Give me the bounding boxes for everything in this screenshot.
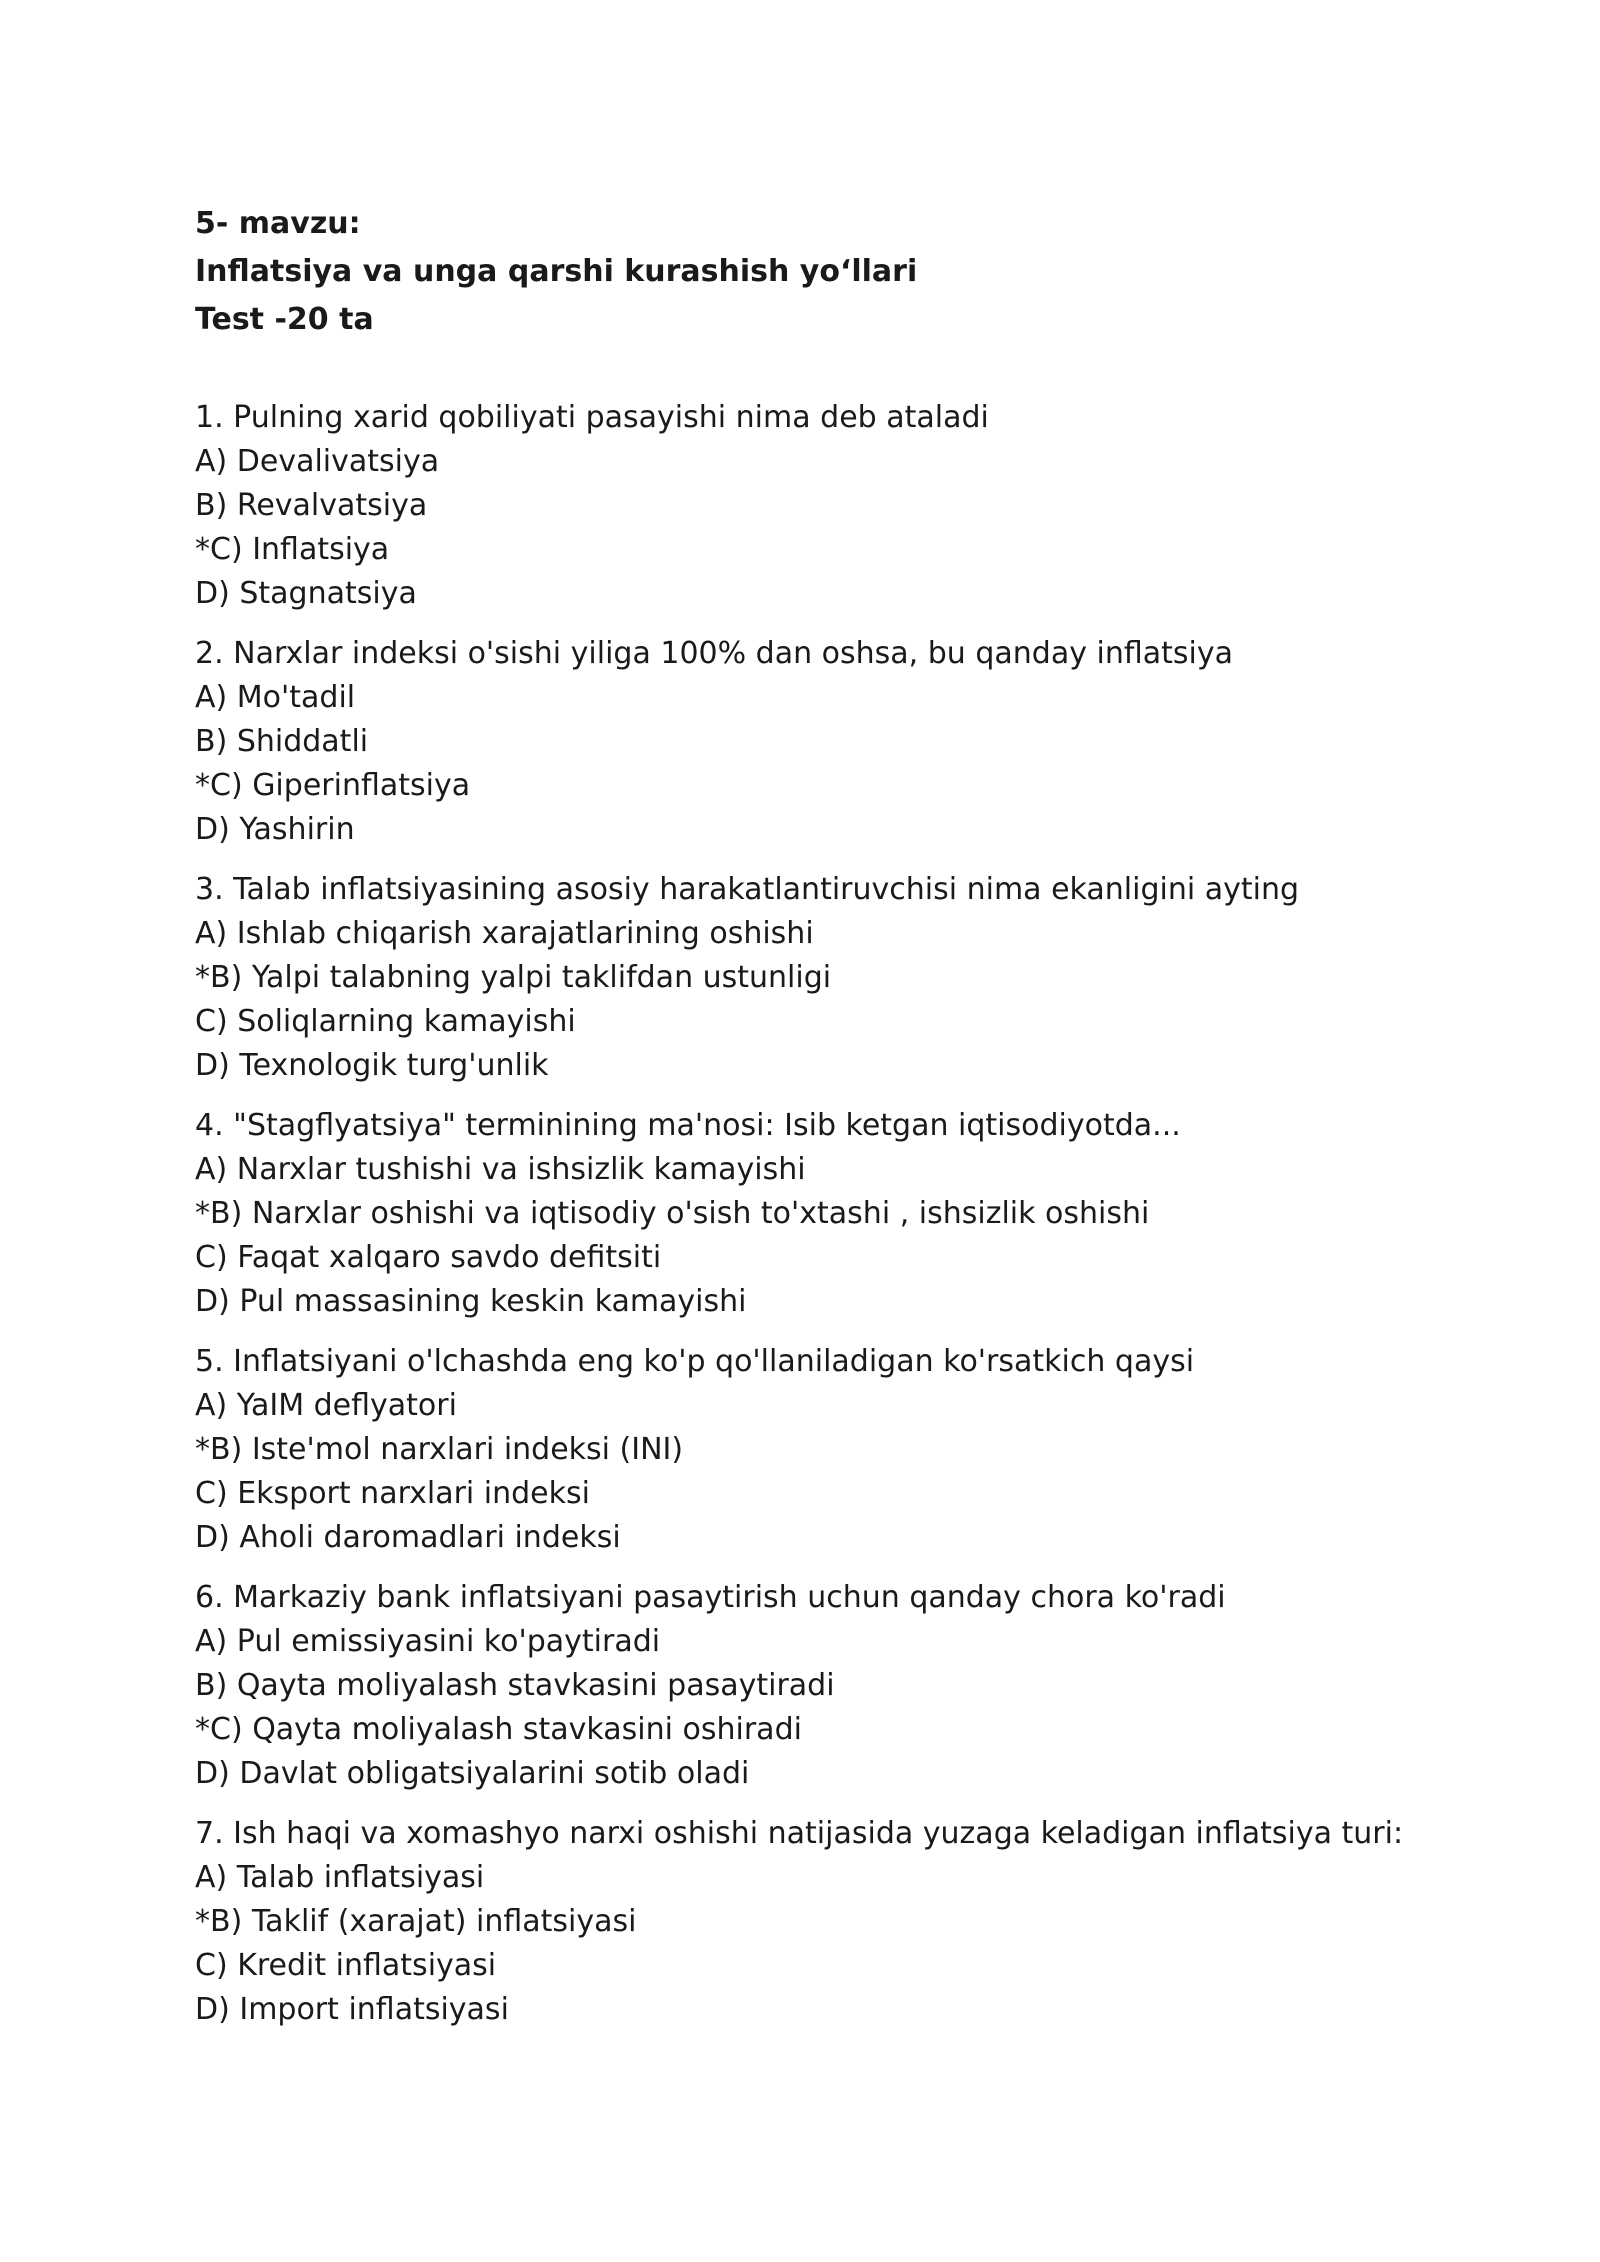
document-page	[195, 200, 1495, 2048]
answer-option: A) YaIM deflyatori	[195, 1388, 457, 1423]
answer-option-correct: *C) Giperinflatsiya	[195, 768, 471, 803]
answer-option-correct: *C) Qayta moliyalash stavkasini oshiradi	[195, 1712, 802, 1747]
question-7	[195, 1812, 1495, 2032]
answer-option: D) Pul massasining keskin kamayishi	[195, 1284, 747, 1319]
question-2	[195, 632, 1495, 852]
answer-option: B) Qayta moliyalash stavkasini pasaytiradi	[195, 1668, 835, 1703]
question-text: 7. Ish haqi va xomashyo narxi oshishi natijasida yuzaga keladigan inflatsiya turi:	[195, 1816, 1404, 1851]
question-text: 1. Pulning xarid qobiliyati pasayishi nima deb ataladi	[195, 400, 989, 435]
answer-option: A) Ishlab chiqarish xarajatlarining oshishi	[195, 916, 814, 951]
answer-option: D) Stagnatsiya	[195, 576, 417, 611]
answer-option: A) Talab inflatsiyasi	[195, 1860, 485, 1895]
answer-option: D) Aholi daromadlari indeksi	[195, 1520, 621, 1555]
question-text: 5. Inflatsiyani o'lchashda eng ko'p qo'llaniladigan ko'rsatkich qaysi	[195, 1344, 1195, 1379]
answer-option: A) Narxlar tushishi va ishsizlik kamayishi	[195, 1152, 806, 1187]
topic-title: Inflatsiya va unga qarshi kurashish yo‘llari	[195, 254, 918, 289]
topic-number: 5- mavzu:	[195, 206, 361, 241]
test-count: Test -20 ta	[195, 302, 374, 337]
question-text: 6. Markaziy bank inflatsiyani pasaytirish uchun qanday chora ko'radi	[195, 1580, 1226, 1615]
answer-option: C) Kredit inflatsiyasi	[195, 1948, 497, 1983]
question-4	[195, 1104, 1495, 1324]
answer-option: D) Texnologik turg'unlik	[195, 1048, 549, 1083]
answer-option: A) Mo'tadil	[195, 680, 356, 715]
question-text: 2. Narxlar indeksi o'sishi yiliga 100% dan oshsa, bu qanday inflatsiya	[195, 636, 1233, 671]
answer-option: D) Import inflatsiyasi	[195, 1992, 509, 2027]
answer-option: B) Revalvatsiya	[195, 488, 428, 523]
answer-option-correct: *B) Yalpi talabning yalpi taklifdan ustunligi	[195, 960, 832, 995]
answer-option: C) Faqat xalqaro savdo defitsiti	[195, 1240, 662, 1275]
answer-option: A) Devalivatsiya	[195, 444, 440, 479]
question-text: 3. Talab inflatsiyasining asosiy harakatlantiruvchisi nima ekanligini ayting	[195, 872, 1300, 907]
header-spacer	[195, 344, 1495, 396]
answer-option-correct: *B) Iste'mol narxlari indeksi (INI)	[195, 1432, 684, 1467]
question-text: 4. "Stagflyatsiya" terminining ma'nosi: Isib ketgan iqtisodiyotda...	[195, 1108, 1181, 1143]
question-1	[195, 396, 1495, 616]
answer-option: D) Yashirin	[195, 812, 355, 847]
question-5	[195, 1340, 1495, 1560]
answer-option-correct: *B) Taklif (xarajat) inflatsiyasi	[195, 1904, 637, 1939]
answer-option-correct: *C) Inflatsiya	[195, 532, 390, 567]
answer-option-correct: *B) Narxlar oshishi va iqtisodiy o'sish to'xtashi , ishsizlik oshishi	[195, 1196, 1150, 1231]
answer-option: D) Davlat obligatsiyalarini sotib oladi	[195, 1756, 750, 1791]
question-3	[195, 868, 1495, 1088]
answer-option: A) Pul emissiyasini ko'paytiradi	[195, 1624, 661, 1659]
answer-option: B) Shiddatli	[195, 724, 369, 759]
question-6	[195, 1576, 1495, 1796]
answer-option: C) Soliqlarning kamayishi	[195, 1004, 576, 1039]
answer-option: C) Eksport narxlari indeksi	[195, 1476, 590, 1511]
